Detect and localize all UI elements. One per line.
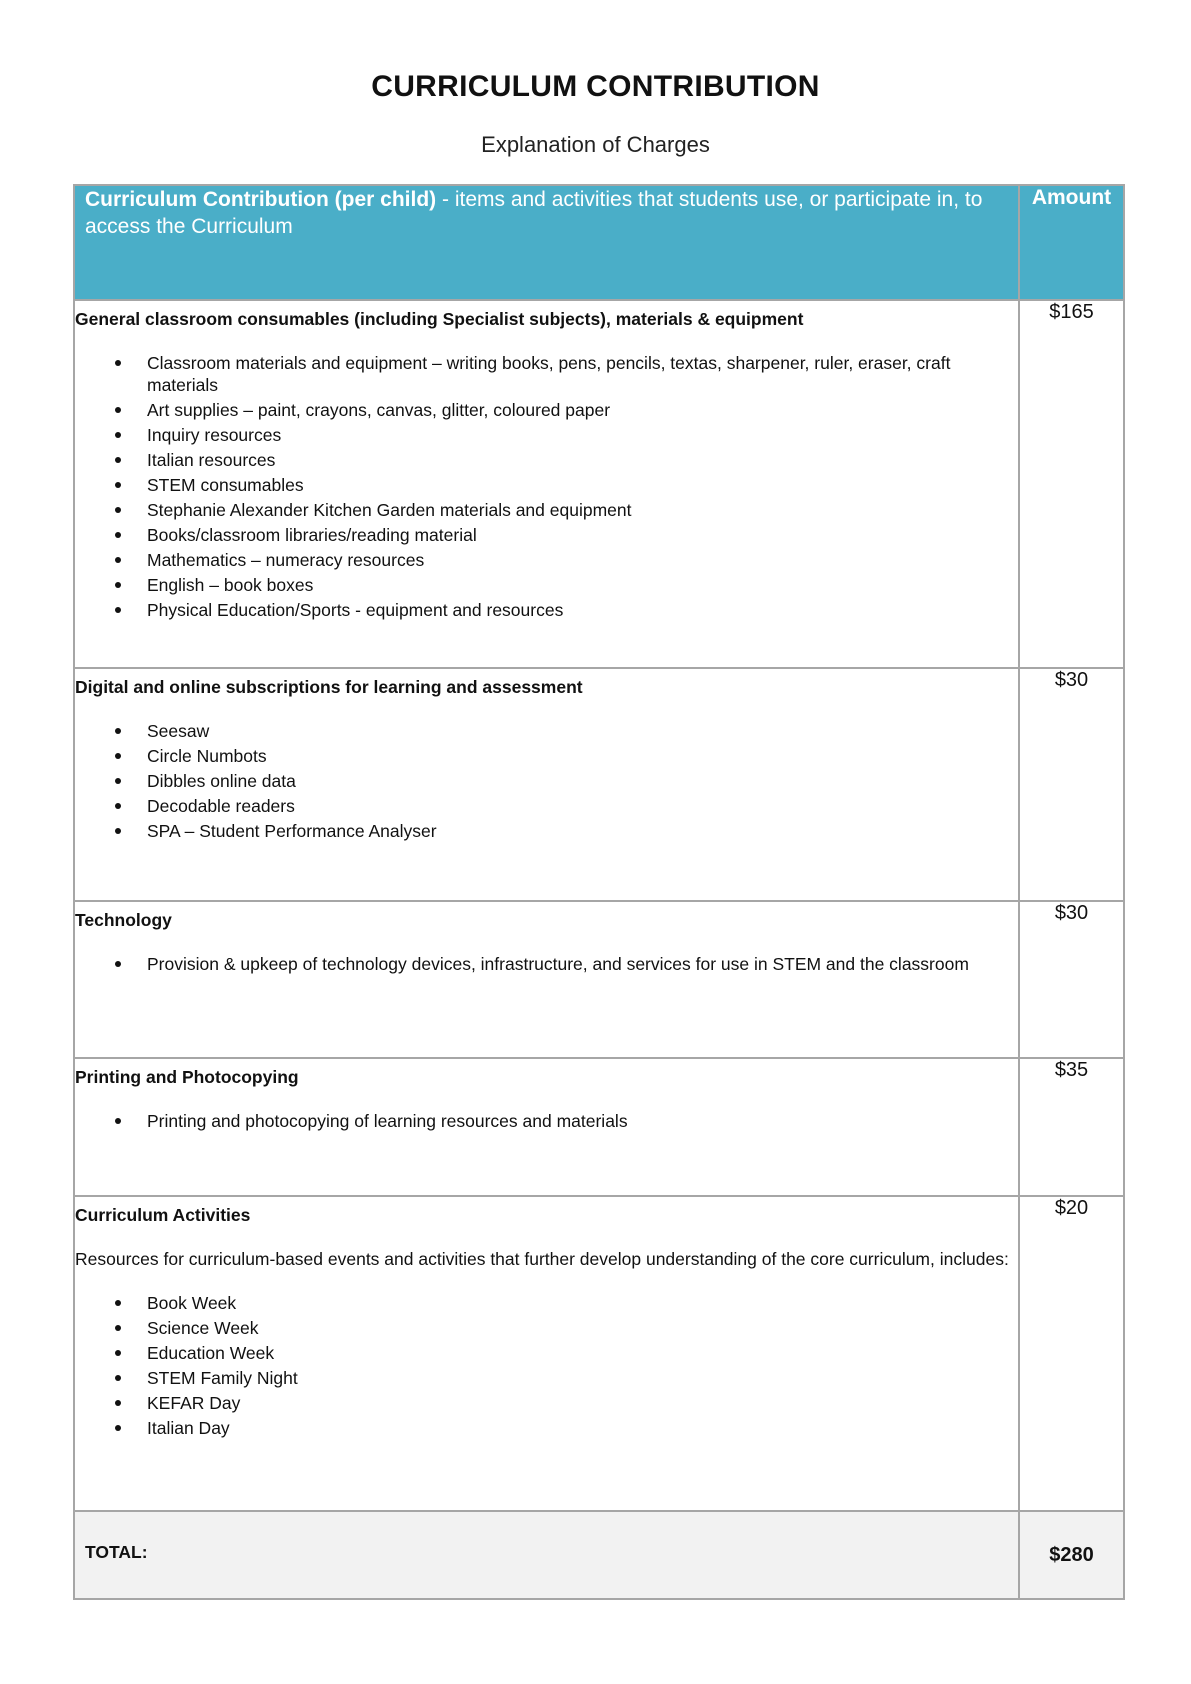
- section-title: Technology: [75, 910, 172, 930]
- section-title: Digital and online subscriptions for learning and assessment: [75, 677, 583, 697]
- section-title: Curriculum Activities: [75, 1205, 251, 1225]
- header-description-strong: Curriculum Contribution (per child): [85, 188, 437, 211]
- table-row-curriculum-activities: [74, 1196, 1124, 1511]
- header-amount: Amount: [1019, 185, 1124, 300]
- section-title: General classroom consumables (including Specialist subjects), materials & equipment: [75, 309, 804, 329]
- section-item-list: [75, 1292, 1018, 1439]
- table-header-row: [74, 185, 1124, 300]
- list-item: Book Week: [75, 1292, 1018, 1314]
- section-amount: $30: [1019, 901, 1124, 1058]
- header-description: [75, 186, 1018, 240]
- page-title: CURRICULUM CONTRIBUTION: [371, 70, 820, 103]
- table-row-total: [74, 1511, 1124, 1599]
- section-description-cell: [74, 300, 1019, 668]
- header-description-rest: - items and activities that students use, or participate in, to access the Curriculum: [85, 188, 983, 238]
- total-label-cell: [74, 1511, 1019, 1599]
- list-item: Mathematics – numeracy resources: [75, 549, 1018, 571]
- list-item: Dibbles online data: [75, 770, 1018, 792]
- list-item: English – book boxes: [75, 574, 1018, 596]
- list-item: Classroom materials and equipment – writing books, pens, pencils, textas, sharpener, ruler, eraser, craft materials: [75, 352, 1018, 396]
- section-item-list: [75, 1110, 1018, 1132]
- section-item-list: [75, 720, 1018, 842]
- section-description-cell: [74, 1058, 1019, 1196]
- list-item: SPA – Student Performance Analyser: [75, 820, 1018, 842]
- list-item: Italian resources: [75, 449, 1018, 471]
- list-item: Provision & upkeep of technology devices, infrastructure, and services for use in STEM and the classroom: [75, 953, 1018, 975]
- list-item: Printing and photocopying of learning resources and materials: [75, 1110, 1018, 1132]
- list-item: STEM consumables: [75, 474, 1018, 496]
- page-subtitle: Explanation of Charges: [481, 132, 710, 157]
- total-label: TOTAL:: [85, 1541, 148, 1562]
- table-row-printing: [74, 1058, 1124, 1196]
- table-row-digital-subscriptions: [74, 668, 1124, 901]
- section-text: Resources for curriculum-based events and activities that further develop understanding of the core curriculum, includes:: [75, 1249, 1009, 1269]
- list-item: Decodable readers: [75, 795, 1018, 817]
- table-row-technology: [74, 901, 1124, 1058]
- list-item: Seesaw: [75, 720, 1018, 742]
- section-amount: $20: [1019, 1196, 1124, 1511]
- section-amount: $30: [1019, 668, 1124, 901]
- total-amount: $280: [1019, 1511, 1124, 1599]
- list-item: Circle Numbots: [75, 745, 1018, 767]
- header-description-cell: [74, 185, 1019, 300]
- list-item: Education Week: [75, 1342, 1018, 1364]
- list-item: STEM Family Night: [75, 1367, 1018, 1389]
- table-row-general-consumables: [74, 300, 1124, 668]
- list-item: Italian Day: [75, 1417, 1018, 1439]
- charges-table: [73, 184, 1125, 1600]
- list-item: Art supplies – paint, crayons, canvas, glitter, coloured paper: [75, 399, 1018, 421]
- list-item: Science Week: [75, 1317, 1018, 1339]
- list-item: Physical Education/Sports - equipment and resources: [75, 599, 1018, 621]
- section-amount: $35: [1019, 1058, 1124, 1196]
- section-description-cell: [74, 668, 1019, 901]
- section-description-cell: [74, 901, 1019, 1058]
- list-item: Inquiry resources: [75, 424, 1018, 446]
- section-amount: $165: [1019, 300, 1124, 668]
- list-item: Books/classroom libraries/reading material: [75, 524, 1018, 546]
- section-item-list: [75, 352, 1018, 621]
- section-description-cell: [74, 1196, 1019, 1511]
- section-item-list: [75, 953, 1018, 975]
- section-title: Printing and Photocopying: [75, 1067, 299, 1087]
- list-item: Stephanie Alexander Kitchen Garden materials and equipment: [75, 499, 1018, 521]
- list-item: KEFAR Day: [75, 1392, 1018, 1414]
